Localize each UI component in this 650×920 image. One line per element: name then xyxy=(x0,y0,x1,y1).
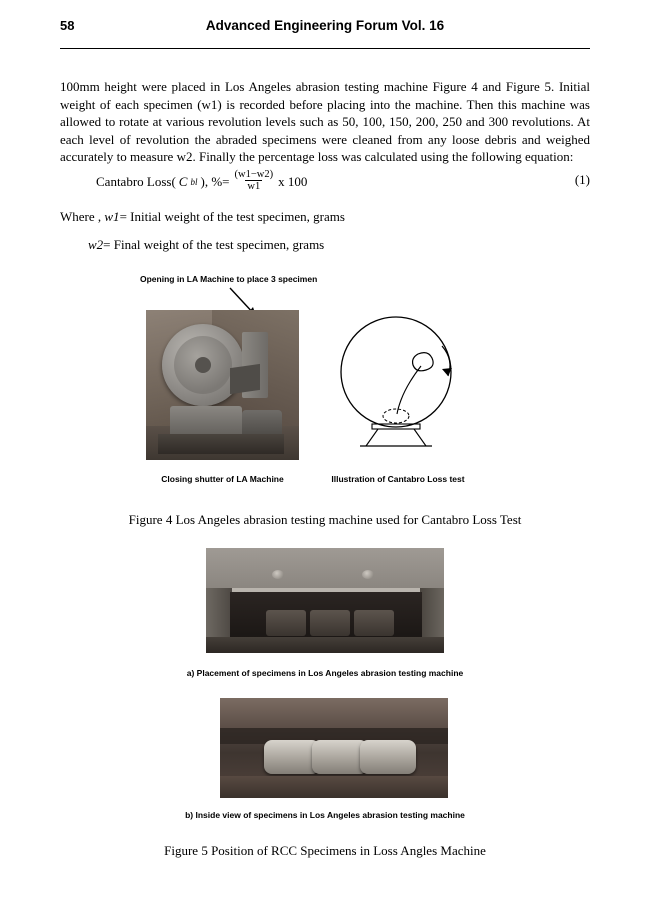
la-machine-photo xyxy=(146,310,299,460)
equation-rhs: x 100 xyxy=(278,173,308,189)
diagram-leg-right xyxy=(414,429,426,446)
caption-illustration: Illustration of Cantabro Loss test xyxy=(331,474,465,484)
w2-rest: = Final weight of the test specimen, grams xyxy=(103,237,325,252)
photo-a-top-face xyxy=(206,548,444,590)
intro-paragraph: 100mm height were placed in Los Angeles abrasion testing machine Figure 4 and Figure 5. Initial weight of each specimen (w1) is recorded before placing into the machine. Then this machine was allowed to rotate at various revolution levels such as 50, 100, 150, 200, 250 and 300 revolutions. At each level of revolution the abraded specimens were cleaned from any loose debris and weighed accurately to measure w2. Finally the percentage loss was calculated using the following equation: xyxy=(60,79,590,164)
equation-fraction xyxy=(232,169,275,192)
equation-lhs: Cantabro Loss( xyxy=(96,173,176,189)
diagram-leg-left xyxy=(366,429,378,446)
equation-denominator: w1 xyxy=(247,181,261,192)
equation-body xyxy=(96,170,307,193)
where-symbol-w1: w1 xyxy=(104,209,120,224)
equation-lhs-subscript: bl xyxy=(190,176,198,187)
photo-b-floor xyxy=(220,776,448,798)
photo-a-bolt xyxy=(362,570,374,579)
figure4-caption: Figure 4 Los Angeles abrasion testing machine used for Cantabro Loss Test xyxy=(128,512,522,527)
w2-symbol: w2 xyxy=(88,237,104,252)
diagram-specimen-bottom xyxy=(383,409,409,423)
photo-a-floor xyxy=(206,637,444,653)
w2-line xyxy=(88,236,588,254)
la-drum-hub xyxy=(195,357,211,373)
figure5-caption: Figure 5 Position of RCC Specimens in Loss Angles Machine xyxy=(164,843,486,858)
header-divider xyxy=(60,48,590,49)
photo-a-specimen xyxy=(354,610,394,636)
equation-row xyxy=(60,168,590,198)
diagram-fall-path xyxy=(397,366,421,414)
la-plinth xyxy=(158,434,284,454)
journal-title: Advanced Engineering Forum Vol. 16 xyxy=(205,18,445,33)
caption-closing-shutter: Closing shutter of LA Machine xyxy=(161,474,284,484)
figure4-callout-opening: Opening in LA Machine to place 3 specimen xyxy=(140,274,318,284)
cantabro-illustration-diagram xyxy=(322,310,474,460)
diagram-drum-circle xyxy=(341,317,451,427)
where-prefix: Where , xyxy=(60,209,105,224)
specimen-inside-view-photo xyxy=(220,698,448,798)
where-line xyxy=(60,208,590,226)
equation-numerator: (w1−w2) xyxy=(234,169,274,180)
photo-b-back-wall xyxy=(220,698,448,732)
specimen-placement-photo xyxy=(206,548,444,653)
photo-a-specimen xyxy=(266,610,306,636)
la-drum-shutter xyxy=(230,364,260,394)
photo-b-specimen xyxy=(360,740,416,774)
page-header xyxy=(60,18,590,44)
photo-a-bolt xyxy=(272,570,284,579)
caption-figure5-b: b) Inside view of specimens in Los Angeles abrasion testing machine xyxy=(185,810,465,820)
page-number: 58 xyxy=(60,18,75,33)
equation-lhs-close: ), %= xyxy=(200,173,230,189)
equation-number: (1) xyxy=(574,172,590,187)
equation-lhs-symbol: C xyxy=(178,173,188,189)
where-rest: = Initial weight of the test specimen, grams xyxy=(119,209,345,224)
diagram-specimen-top xyxy=(413,353,434,371)
photo-a-specimen xyxy=(310,610,350,636)
caption-figure5-a: a) Placement of specimens in Los Angeles abrasion testing machine xyxy=(186,668,464,678)
